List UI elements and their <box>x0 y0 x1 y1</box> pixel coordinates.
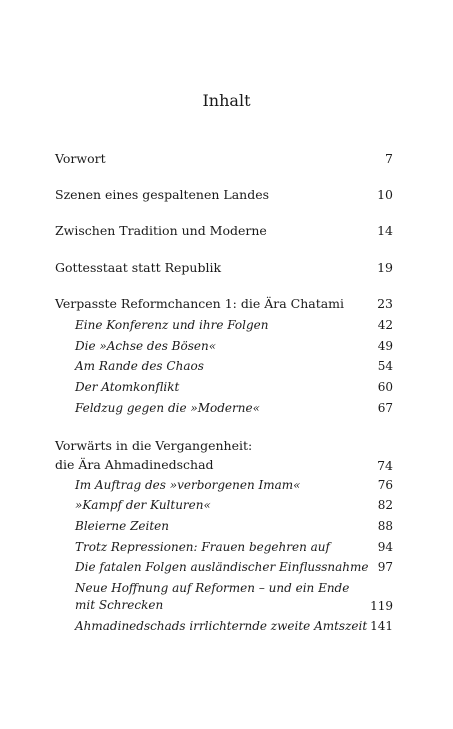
toc-subentry <box>55 477 393 493</box>
toc-subentry-title: Trotz Repressionen: Frauen begehren auf <box>75 540 330 554</box>
toc-subentry-page: 76 <box>377 478 393 492</box>
toc-subentry-title: Bleierne Zeiten <box>75 519 170 533</box>
toc-subentry-page: 42 <box>377 318 393 332</box>
toc-entry <box>55 260 393 276</box>
toc-subentry-page: 97 <box>377 560 393 574</box>
toc-entry-title: Gottesstaat statt Republik <box>55 260 222 275</box>
toc-subentry-title: Feldzug gegen die »Moderne« <box>75 401 260 415</box>
toc-subentry-title-line2: mit Schrecken <box>75 598 164 612</box>
toc-subentry-title: Der Atomkonflikt <box>75 380 180 394</box>
toc-entry <box>55 151 393 167</box>
toc-subentry <box>55 497 393 513</box>
toc-entry-title-line1: Vorwärts in die Vergangenheit: <box>55 438 253 453</box>
toc-entry-page: 7 <box>385 151 393 166</box>
toc-entry-title: Vorwort <box>55 151 106 166</box>
toc-subentry-page: 67 <box>377 401 393 415</box>
toc-entry-page: 23 <box>377 296 393 311</box>
toc-subentry <box>55 518 393 534</box>
toc-subentry-title: »Kampf der Kulturen« <box>75 498 211 512</box>
toc-subentry <box>55 379 393 395</box>
toc-subentry <box>55 317 393 333</box>
toc-subentry-page: 141 <box>370 619 393 633</box>
toc-subentry <box>55 400 393 416</box>
toc-subentry-page: 119 <box>370 599 393 613</box>
toc-subentry-title: Die »Achse des Bösen« <box>75 339 217 353</box>
toc-subentry-title: Am Rande des Chaos <box>75 359 204 373</box>
toc-entry-title-line2: die Ära Ahmadinedschad <box>55 457 214 472</box>
toc-entry-page: 19 <box>377 260 393 275</box>
toc-entry <box>55 296 393 312</box>
toc-subentry-page: 94 <box>377 540 393 554</box>
page-title: Inhalt <box>202 91 251 110</box>
toc-subentry <box>55 338 393 354</box>
toc-subentry <box>55 618 393 634</box>
toc-entry <box>55 436 393 474</box>
toc-subentry-title: Die fatalen Folgen ausländischer Einflussnahme <box>75 560 369 574</box>
toc-entry <box>55 223 393 239</box>
toc-subentry-page: 49 <box>377 339 393 353</box>
toc-subentry <box>55 559 393 575</box>
toc-subentry-page: 88 <box>377 519 393 533</box>
toc-entry-page: 74 <box>377 458 393 473</box>
toc-entry-page: 14 <box>377 223 393 238</box>
toc-subentry-title: Eine Konferenz und ihre Folgen <box>75 318 269 332</box>
toc-entry <box>55 187 393 203</box>
toc-entry-title: Szenen eines gespaltenen Landes <box>55 187 270 202</box>
toc-subentry <box>55 539 393 555</box>
toc-subentry <box>55 358 393 374</box>
toc-subentry-page: 60 <box>377 380 393 394</box>
toc-subentry-title-line1: Neue Hoffnung auf Reformen – und ein Ende <box>75 581 350 595</box>
toc-entry-title: Verpasste Reformchancen 1: die Ära Chatami <box>55 296 345 311</box>
toc-subentry <box>55 580 393 614</box>
toc-subentry-title: Ahmadinedschads irrlichternde zweite Amtszeit <box>75 619 368 633</box>
toc-entry-title <box>55 436 252 474</box>
toc-entry-page: 10 <box>377 187 393 202</box>
toc-entry-title: Zwischen Tradition und Moderne <box>55 223 267 238</box>
toc-subentry-page: 54 <box>377 359 393 373</box>
toc-subentry-title <box>75 580 349 614</box>
toc-subentry-page: 82 <box>377 498 393 512</box>
toc-subentry-title: Im Auftrag des »verborgenen Imam« <box>75 478 301 492</box>
